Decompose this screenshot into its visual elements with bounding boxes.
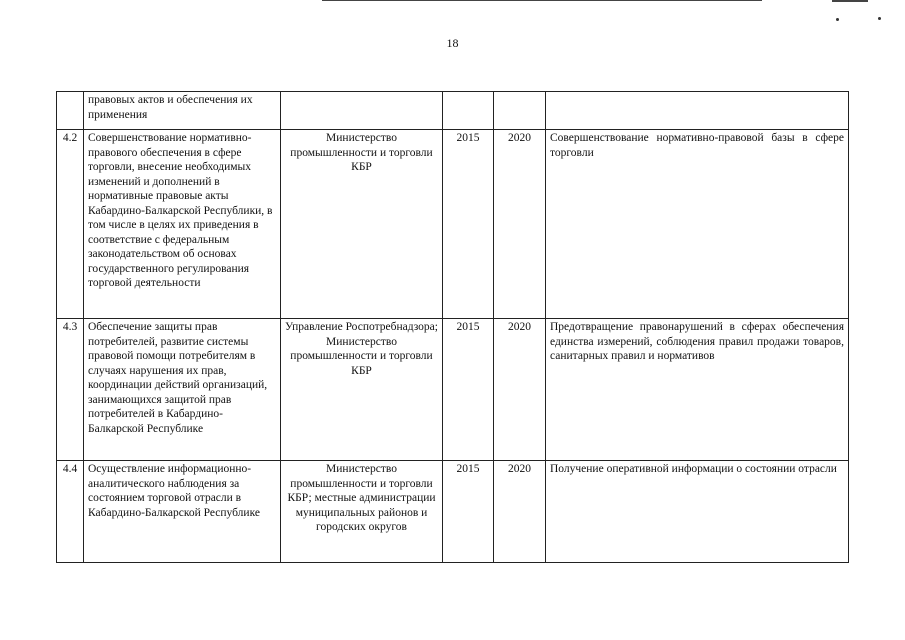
result-cell: Совершенствование нормативно-правовой базы в сфере торговли xyxy=(546,130,849,319)
result-cell: Получение оперативной информации о состоянии отрасли xyxy=(546,461,849,563)
scan-top-mark xyxy=(832,0,868,2)
table-row xyxy=(57,461,849,563)
result-cell: Предотвращение правонарушений в сферах обеспечения единства измерений, соблюдения правил продажи товаров, санитарных правил и нормативов xyxy=(546,319,849,461)
result-cell xyxy=(546,92,849,130)
activity-cell: Осуществление информационно-аналитического наблюдения за состоянием торговой отрасли в Кабардино-Балкарской Республике xyxy=(84,461,281,563)
table-row xyxy=(57,319,849,461)
start-year-cell: 2015 xyxy=(443,319,494,461)
table-row xyxy=(57,92,849,130)
scan-dot xyxy=(878,17,881,20)
activity-cell: правовых актов и обеспечения их применения xyxy=(84,92,281,130)
page-number: 18 xyxy=(446,36,459,50)
start-year-cell: 2015 xyxy=(443,130,494,319)
row-number: 4.3 xyxy=(57,319,84,461)
scan-dot xyxy=(836,18,839,21)
start-year-cell xyxy=(443,92,494,130)
scan-top-line xyxy=(322,0,762,1)
table-row xyxy=(57,130,849,319)
start-year-cell: 2015 xyxy=(443,461,494,563)
row-number xyxy=(57,92,84,130)
end-year-cell xyxy=(494,92,546,130)
responsible-cell: Министерство промышленности и торговли КБР; местные администрации муниципальных районов и городских округов xyxy=(281,461,443,563)
activities-table xyxy=(56,91,849,563)
row-number: 4.4 xyxy=(57,461,84,563)
responsible-cell xyxy=(281,92,443,130)
end-year-cell: 2020 xyxy=(494,130,546,319)
activity-cell: Совершенствование нормативно-правового обеспечения в сфере торговли, внесение необходимых изменений и дополнений в нормативные правовые акты Кабардино-Балкарской Республики, в том числе в целях их приведения в соответствие с федеральным законодательством об основах государственного регулирования торговой деятельности xyxy=(84,130,281,319)
end-year-cell: 2020 xyxy=(494,319,546,461)
activity-cell: Обеспечение защиты прав потребителей, развитие системы правовой помощи потребителям в случаях нарушения их прав, координации действий организаций, занимающихся защитой прав потребителей в Кабардино-Балкарской Республике xyxy=(84,319,281,461)
responsible-cell: Министерство промышленности и торговли КБР xyxy=(281,130,443,319)
end-year-cell: 2020 xyxy=(494,461,546,563)
responsible-cell: Управление Роспотребнадзора; Министерство промышленности и торговли КБР xyxy=(281,319,443,461)
row-number: 4.2 xyxy=(57,130,84,319)
